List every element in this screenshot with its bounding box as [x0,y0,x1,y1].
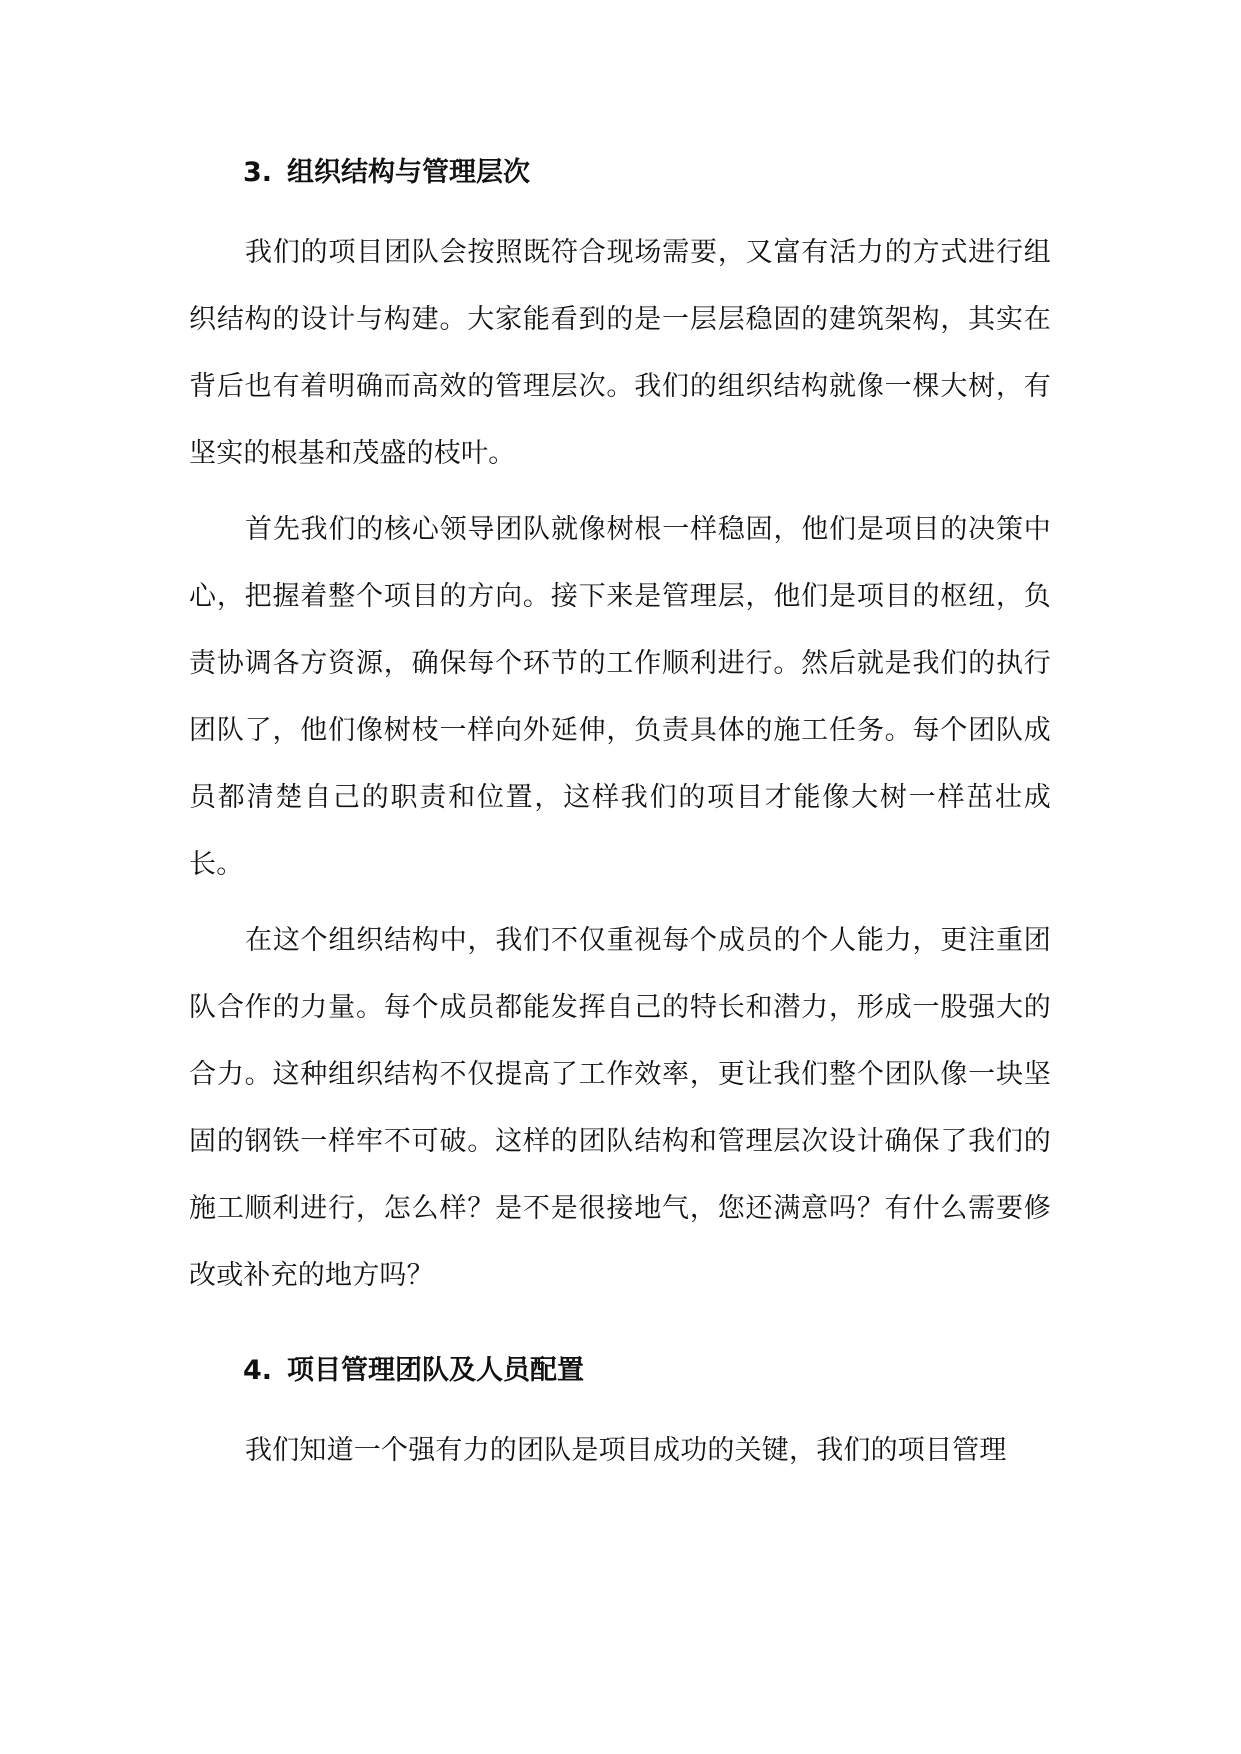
section-number: 4. [243,1355,273,1386]
section-title: 项目管理团队及人员配置 [287,1355,584,1386]
section-heading-3 [189,147,1051,199]
paragraph: 我们的项目团队会按照既符合现场需要，又富有活力的方式进行组织结构的设计与构建。大家能看到的是一层层稳固的建筑架构，其实在背后也有着明确而高效的管理层次。我们的组织结构就像一棵大树，有坚实的根基和茂盛的枝叶。 [189,237,1051,469]
document-body [189,147,1051,1484]
section-heading-4 [189,1345,1051,1397]
paragraph: 首先我们的核心领导团队就像树根一样稳固，他们是项目的决策中心，把握着整个项目的方向。接下来是管理层，他们是项目的枢纽，负责协调各方资源，确保每个环节的工作顺利进行。然后就是我们的执行团队了，他们像树枝一样向外延伸，负责具体的施工任务。每个团队成员都清楚自己的职责和位置，这样我们的项目才能像大树一样茁壮成长。 [189,514,1051,880]
paragraph: 在这个组织结构中，我们不仅重视每个成员的个人能力，更注重团队合作的力量。每个成员都能发挥自己的特长和潜力，形成一股强大的合力。这种组织结构不仅提高了工作效率，更让我们整个团队像一块坚固的钢铁一样牢不可破。这样的团队结构和管理层次设计确保了我们的施工顺利进行，怎么样？是不是很接地气，您还满意吗？有什么需要修改或补充的地方吗？ [189,925,1051,1291]
section-number: 3. [243,157,273,188]
paragraph: 我们知道一个强有力的团队是项目成功的关键，我们的项目管理 [245,1435,1007,1466]
section-title: 组织结构与管理层次 [287,157,530,188]
